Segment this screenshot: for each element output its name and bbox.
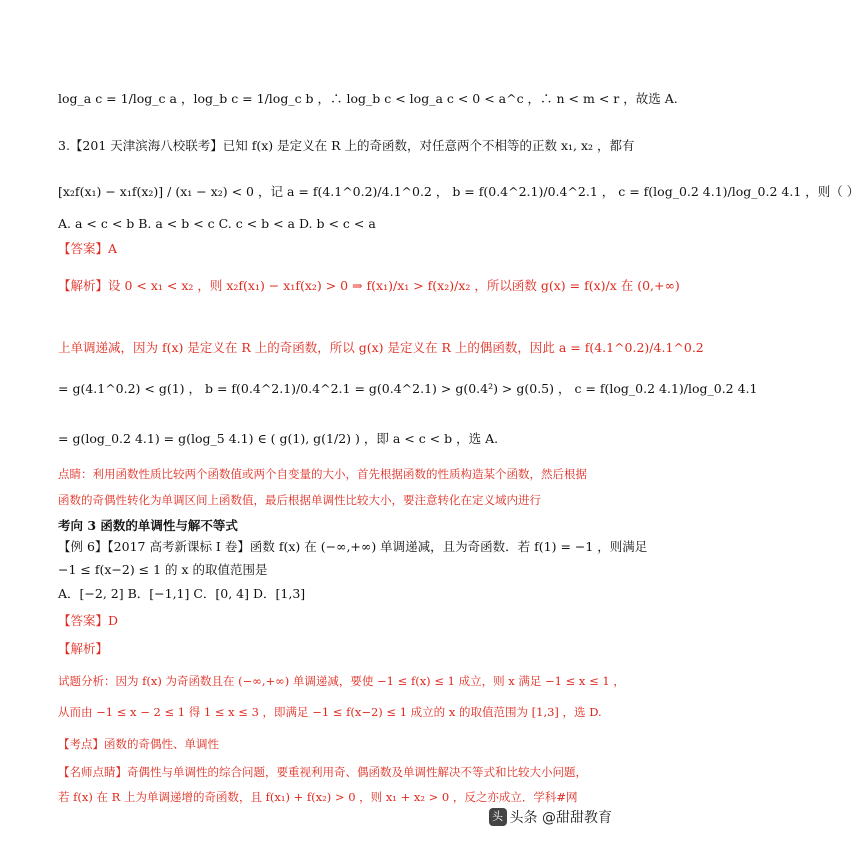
example-6-answer: 【答案】D (58, 613, 119, 628)
example-6-analysis-line-1: 试题分析：因为 f(x) 为奇函数且在 (−∞,+∞) 单调递减，要使 −1 ≤ f(x) ≤ 1 成立，则 x 满足 −1 ≤ x ≤ 1 ， (58, 674, 625, 688)
problem-3-options: A. a < c < b B. a < b < c C. c < b < a D. b < c < a (58, 216, 376, 231)
toutiao-logo-icon: 头 (489, 808, 507, 826)
watermark (489, 807, 612, 827)
tip-line-1: 点睛：利用函数性质比较两个函数值或两个自变量的大小，首先根据函数的性质构造某个函数，然后根据 (58, 467, 587, 481)
example-6-condition: −1 ≤ f(x−2) ≤ 1 的 x 的取值范围是 (58, 562, 268, 577)
example-6-analysis-label: 【解析】 (58, 641, 109, 656)
example-6-statement: 【例 6】【2017 高考新课标 I 卷】函数 f(x) 在 (−∞,+∞) 单调递减，且为奇函数．若 f(1) = −1 ，则满足 (58, 539, 648, 554)
line-log-identities: log_a c = 1/log_c a ，log_b c = 1/log_c b ，∴ log_b c < log_a c < 0 < a^c ，∴ n < m < r ，故选 A. (58, 91, 678, 106)
problem-3-answer: 【答案】A (58, 241, 118, 256)
problem-3-solution-line-3: = g(4.1^0.2) < g(1) ， b = f(0.4^2.1)/0.4^2.1 = g(0.4^2.1) > g(0.4²) > g(0.5) ， c = f(log_0.2 4.1)/log_0.2 4.1 (58, 381, 758, 396)
problem-3-solution-line-4: = g(log_0.2 4.1) = g(log_5 4.1) ∈ ( g(1), g(1/2) ) ，即 a < c < b ，选 A. (58, 431, 499, 446)
section-heading: 考向 3 函数的单调性与解不等式 (58, 518, 238, 533)
teacher-tip-line-1: 【名师点睛】奇偶性与单调性的综合问题，要重视利用奇、偶函数及单调性解决不等式和比较大小问题， (58, 765, 587, 779)
example-6-options: A．[−2, 2] B．[−1,1] C．[0, 4] D．[1,3] (58, 586, 306, 601)
problem-3-condition: [x₂f(x₁) − x₁f(x₂)] / (x₁ − x₂) < 0 ，记 a = f(4.1^0.2)/4.1^0.2 ， b = f(0.4^2.1)/0.4^2.1 ， c = f(log_0.2 4.1)/log_0.2 4.1 ，则（ ） (58, 184, 859, 199)
tip-line-2: 函数的奇偶性转化为单调区间上函数值，最后根据单调性比较大小，要注意转化在定义域内进行 (58, 493, 541, 507)
problem-3-solution-line-1: 【解析】设 0 < x₁ < x₂ ，则 x₂f(x₁) − x₁f(x₂) > 0 ⇒ f(x₁)/x₁ > f(x₂)/x₂ ，所以函数 g(x) = f(x)/x 在 (0,+∞) (58, 278, 680, 293)
problem-3-solution-line-2: 上单调递减，因为 f(x) 是定义在 R 上的奇函数，所以 g(x) 是定义在 R 上的偶函数，因此 a = f(4.1^0.2)/4.1^0.2 (58, 340, 704, 355)
example-6-analysis-line-2: 从而由 −1 ≤ x − 2 ≤ 1 得 1 ≤ x ≤ 3 ，即满足 −1 ≤ f(x−2) ≤ 1 成立的 x 的取值范围为 [1,3] ，选 D. (58, 705, 602, 719)
teacher-tip-line-2: 若 f(x) 在 R 上为单调递增的奇函数，且 f(x₁) + f(x₂) > 0 ，则 x₁ + x₂ > 0 ，反之亦成立．学科#网 (58, 790, 578, 804)
problem-3-statement: 3.【201 天津滨海八校联考】已知 f(x) 是定义在 R 上的奇函数，对任意两个不相等的正数 x₁, x₂ ，都有 (58, 138, 635, 153)
watermark-text: 头条 @甜甜教育 (509, 810, 612, 826)
key-point: 【考点】函数的奇偶性、单调性 (58, 737, 219, 751)
